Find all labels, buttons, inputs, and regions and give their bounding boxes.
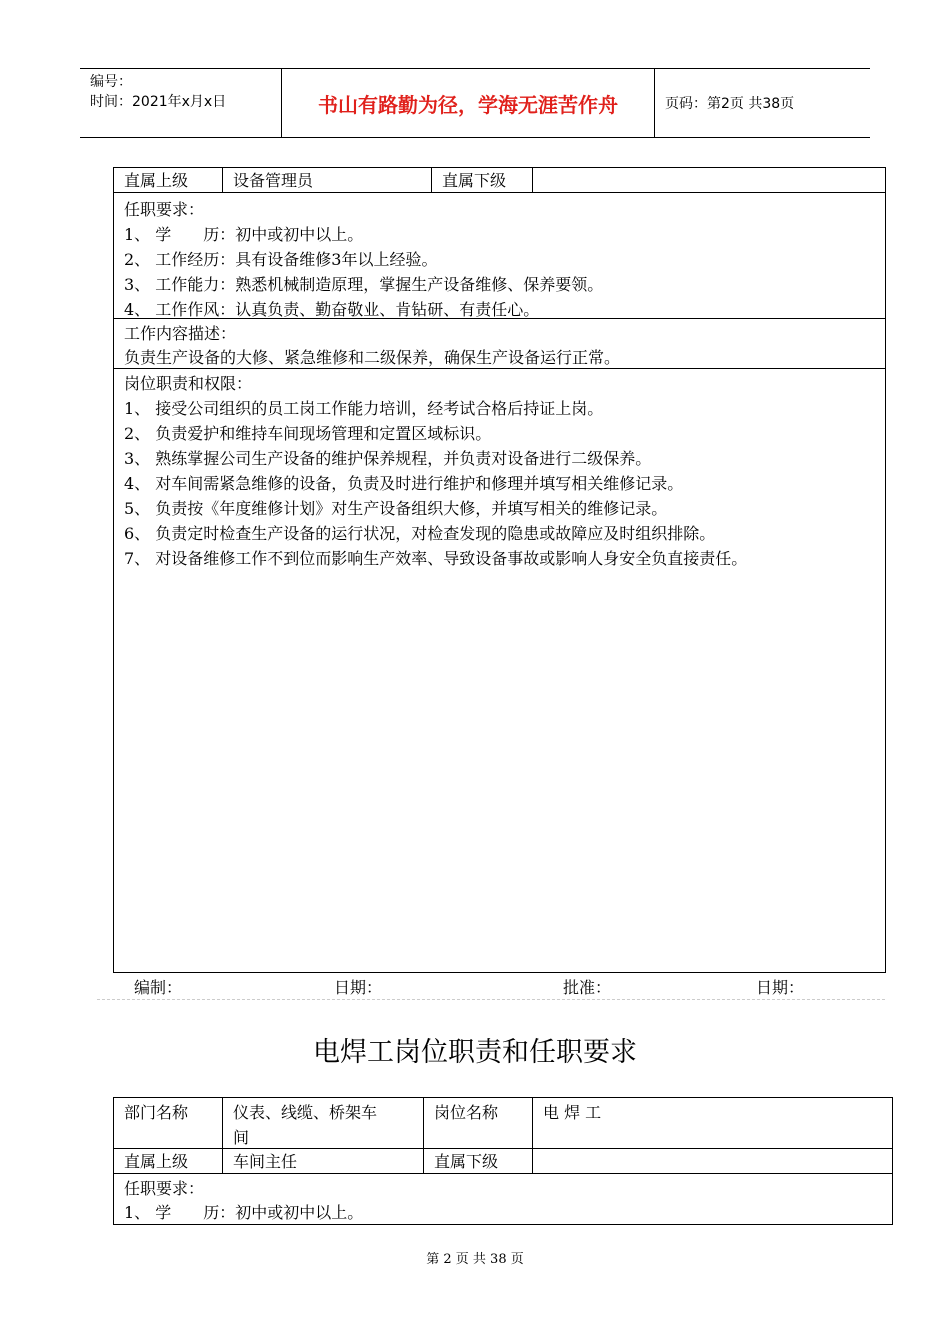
requirement-item: 1、 学 历：初中或初中以上。	[124, 225, 364, 244]
duty-item: 6、 负责定时检查生产设备的运行状况，对检查发现的隐患或故障应及时组织排除。	[124, 524, 716, 543]
requirement-item: 1、 学 历：初中或初中以上。	[124, 1203, 364, 1222]
department-value	[223, 1098, 424, 1148]
page-header	[80, 68, 870, 138]
superior-row	[114, 168, 885, 193]
header-page-number: 页码：第2页 共38页	[665, 96, 795, 112]
job-table-2	[113, 1097, 893, 1225]
approved-by-label: 批准：	[563, 978, 612, 997]
requirement-item: 4、 工作作风：认真负责、勤奋敬业、肯钻研、有责任心。	[124, 300, 540, 319]
department-value-line2: 间	[233, 1128, 250, 1147]
requirements-title-2: 任职要求：	[124, 1179, 205, 1198]
post-value	[533, 1098, 892, 1148]
requirements-title: 任职要求：	[124, 200, 205, 219]
header-meta	[80, 69, 282, 137]
prepared-date-label: 日期：	[334, 978, 383, 997]
subordinate-label: 直属下级	[432, 168, 533, 192]
subordinate-value-2	[533, 1149, 892, 1173]
requirements-section	[114, 193, 885, 319]
description-text: 负责生产设备的大修、紧急维修和二级保养，确保生产设备运行正常。	[124, 348, 621, 367]
superior-value: 设备管理员	[223, 168, 432, 192]
requirements-section-2	[114, 1174, 892, 1224]
description-title: 工作内容描述：	[124, 324, 237, 343]
department-label-text: 部门名称	[124, 1103, 189, 1122]
duties-section	[114, 369, 885, 972]
requirement-item: 2、 工作经历：具有设备维修3年以上经验。	[124, 250, 438, 269]
duty-item: 1、 接受公司组织的员工岗工作能力培训，经考试合格后持证上岗。	[124, 399, 604, 418]
doc-number-label: 编号：	[90, 74, 132, 90]
post-label-text: 岗位名称	[434, 1103, 499, 1122]
subordinate-value	[533, 168, 885, 192]
duties-title: 岗位职责和权限：	[124, 374, 253, 393]
section-title: 电焊工岗位职责和任职要求	[313, 1037, 637, 1068]
post-label	[424, 1098, 533, 1148]
duty-item: 2、 负责爱护和维持车间现场管理和定置区域标识。	[124, 424, 492, 443]
superior-label: 直属上级	[114, 168, 223, 192]
approved-date-label: 日期：	[756, 978, 805, 997]
post-value-text: 电 焊 工	[543, 1103, 602, 1122]
subordinate-label-2: 直属下级	[424, 1149, 533, 1173]
prepared-by-label: 编制：	[134, 978, 183, 997]
section-divider	[97, 999, 885, 1000]
duty-item: 4、 对车间需紧急维修的设备，负责及时进行维护和修理并填写相关维修记录。	[124, 474, 684, 493]
department-label	[114, 1098, 223, 1148]
duty-item: 3、 熟练掌握公司生产设备的维护保养规程，并负责对设备进行二级保养。	[124, 449, 652, 468]
department-value-line1: 仪表、线缆、桥架车	[233, 1103, 378, 1122]
header-motto: 书山有路勤为径，学海无涯苦作舟	[282, 69, 655, 137]
requirement-item: 3、 工作能力：熟悉机械制造原理，掌握生产设备维修、保养要领。	[124, 275, 604, 294]
duty-item: 7、 对设备维修工作不到位而影响生产效率、导致设备事故或影响人身安全负直接责任。	[124, 549, 748, 568]
duty-item: 5、 负责按《年度维修计划》对生产设备组织大修，并填写相关的维修记录。	[124, 499, 668, 518]
job-table-1	[113, 167, 886, 973]
description-section	[114, 319, 885, 369]
page-footer: 第 2 页 共 38 页	[426, 1252, 524, 1267]
superior-label-2: 直属上级	[114, 1149, 223, 1173]
department-row	[114, 1098, 892, 1149]
superior-row-2	[114, 1149, 892, 1174]
doc-date-label: 时间：2021年x月x日	[90, 94, 227, 110]
superior-value-2: 车间主任	[223, 1149, 424, 1173]
